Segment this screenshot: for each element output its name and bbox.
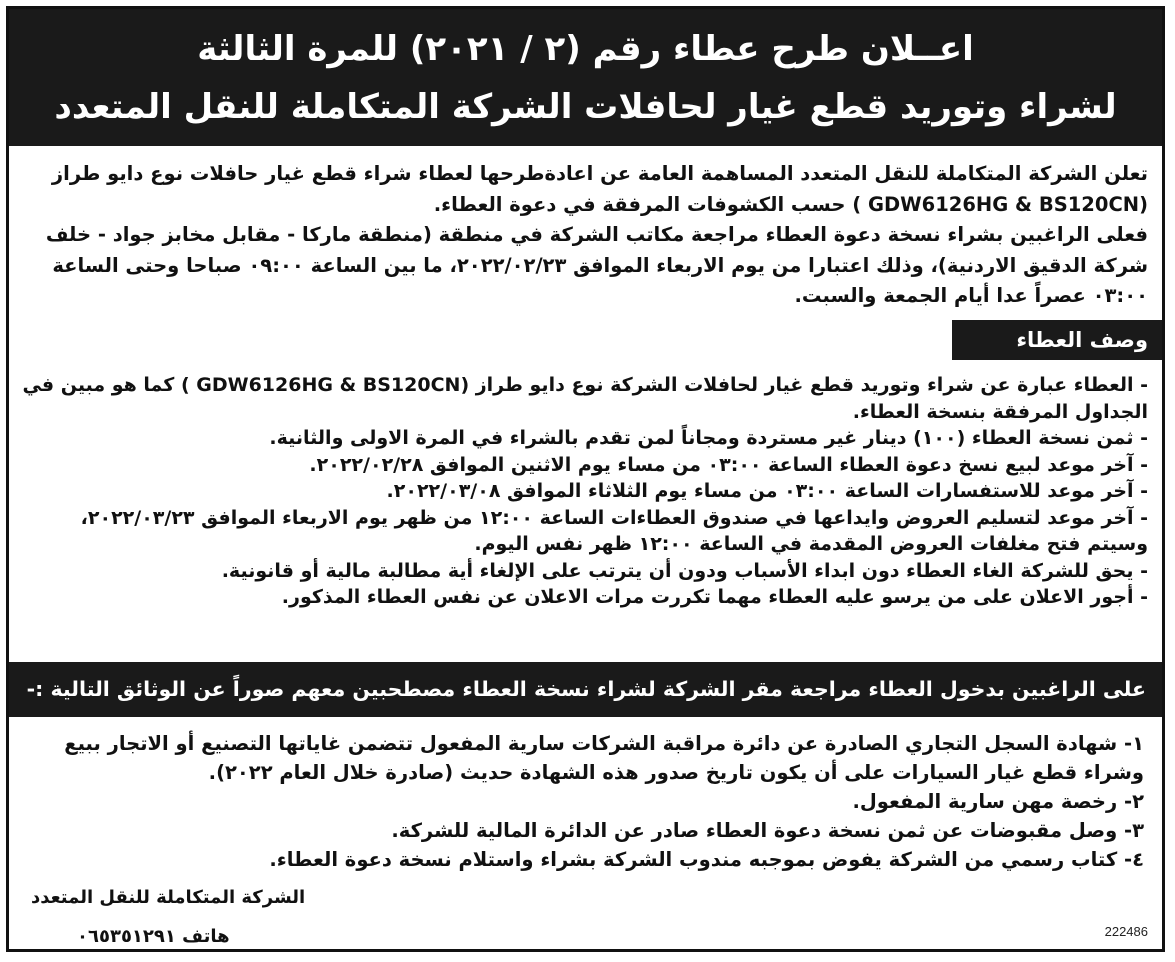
description-item: - العطاء عبارة عن شراء وتوريد قطع غيار لحافلات الشركة نوع دايو طراز (GDW6126HG & BS120CN ) كما هو مبين في الجداول المرفقة بنسخة العطاء.	[22, 374, 1148, 423]
intro-section	[19, 159, 1148, 312]
document-item: ١- شهادة السجل التجاري الصادرة عن دائرة مراقبة الشركات سارية المفعول تتضمن غاياتها التصنيع أو الاتجار ببيع وشراء قطع غيار السيارات على أن يكون تاريخ صدور هذه الشهادة حديث (صادرة خلال العام ٢٠٢٢).	[64, 732, 1144, 784]
intro-paragraph-2: فعلى الراغبين بشراء نسخة دعوة العطاء مراجعة مكاتب الشركة في منطقة (منطقة ماركا - مقابل مخابز جواد - خلف شركة الدقيق الاردنية)، وذلك اعتبارا من يوم الاربعاء الموافق ٢٠٢٢/٠٢/٢٣، ما بين الساعة ٠٩:٠٠ صباحا وحتى الساعة ٠٣:٠٠ عصراً عدا أيام الجمعة والسبت.	[45, 223, 1148, 307]
title-banner	[9, 9, 1162, 146]
advertisement-frame	[6, 6, 1165, 952]
document-item: ٤- كتاب رسمي من الشركة يفوض بموجبه مندوب الشركة بشراء واستلام نسخة دعوة العطاء.	[269, 848, 1144, 871]
title-line-1: اعــلان طرح عطاء رقم (٢ / ٢٠٢١) للمرة الثالثة	[197, 29, 974, 69]
description-item: - آخر موعد للاستفسارات الساعة ٠٣:٠٠ من مساء يوم الثلاثاء الموافق ٢٠٢٢/٠٣/٠٨.	[386, 480, 1148, 502]
description-item: - آخر موعد لبيع نسخ دعوة العطاء الساعة ٠٣:٠٠ من مساء يوم الاثنين الموافق ٢٠٢٢/٠٢/٢٨.	[309, 453, 1148, 476]
document-item: ٣- وصل مقبوضات عن ثمن نسخة دعوة العطاء صادر عن الدائرة المالية للشركة.	[391, 819, 1144, 842]
document-item: ٢- رخصة مهن سارية المفعول.	[852, 790, 1144, 813]
documents-list	[19, 729, 1144, 874]
description-item: - آخر موعد لتسليم العروض وايداعها في صندوق العطاءات الساعة ١٢:٠٠ من ظهر يوم الاربعاء الموافق ٢٠٢٢/٠٣/٢٣، وسيتم فتح مغلفات العروض المقدمة في الساعة ١٢:٠٠ ظهر نفس اليوم.	[80, 506, 1148, 555]
description-item: - يحق للشركة الغاء العطاء دون ابداء الأسباب ودون أن يترتب على الإلغاء أية مطالبة مالية أو قانونية.	[221, 559, 1148, 582]
description-item: - أجور الاعلان على من يرسو عليه العطاء مهما تكررت مرات الاعلان عن نفس العطاء المذكور.	[281, 586, 1148, 608]
description-item: - ثمن نسخة العطاء (١٠٠) دينار غير مستردة ومجاناً لمن تقدم بالشراء في المرة الاولى والثانية.	[269, 427, 1148, 449]
title-line-2: لشراء وتوريد قطع غيار لحافلات الشركة المتكاملة للنقل المتعدد	[54, 87, 1117, 127]
signature-company: الشركة المتكاملة للنقل المتعدد	[31, 887, 306, 908]
description-heading: وصف العطاء	[952, 320, 1162, 360]
reference-number: 222486	[1104, 924, 1148, 939]
signature-phone: هاتف ٠٦٥٣٥١٢٩١	[77, 926, 230, 947]
documents-heading: على الراغبين بدخول العطاء مراجعة مقر الشركة لشراء نسخة العطاء مصطحبين معهم صوراً عن الوثائق التالية :-	[9, 662, 1162, 717]
description-list	[19, 372, 1148, 611]
intro-paragraph-1: تعلن الشركة المتكاملة للنقل المتعدد المساهمة العامة عن اعادةطرحها لعطاء شراء قطع غيار حافلات نوع دايو طراز (GDW6126HG & BS120CN ) حسب الكشوفات المرفقة في دعوة العطاء.	[51, 162, 1148, 216]
